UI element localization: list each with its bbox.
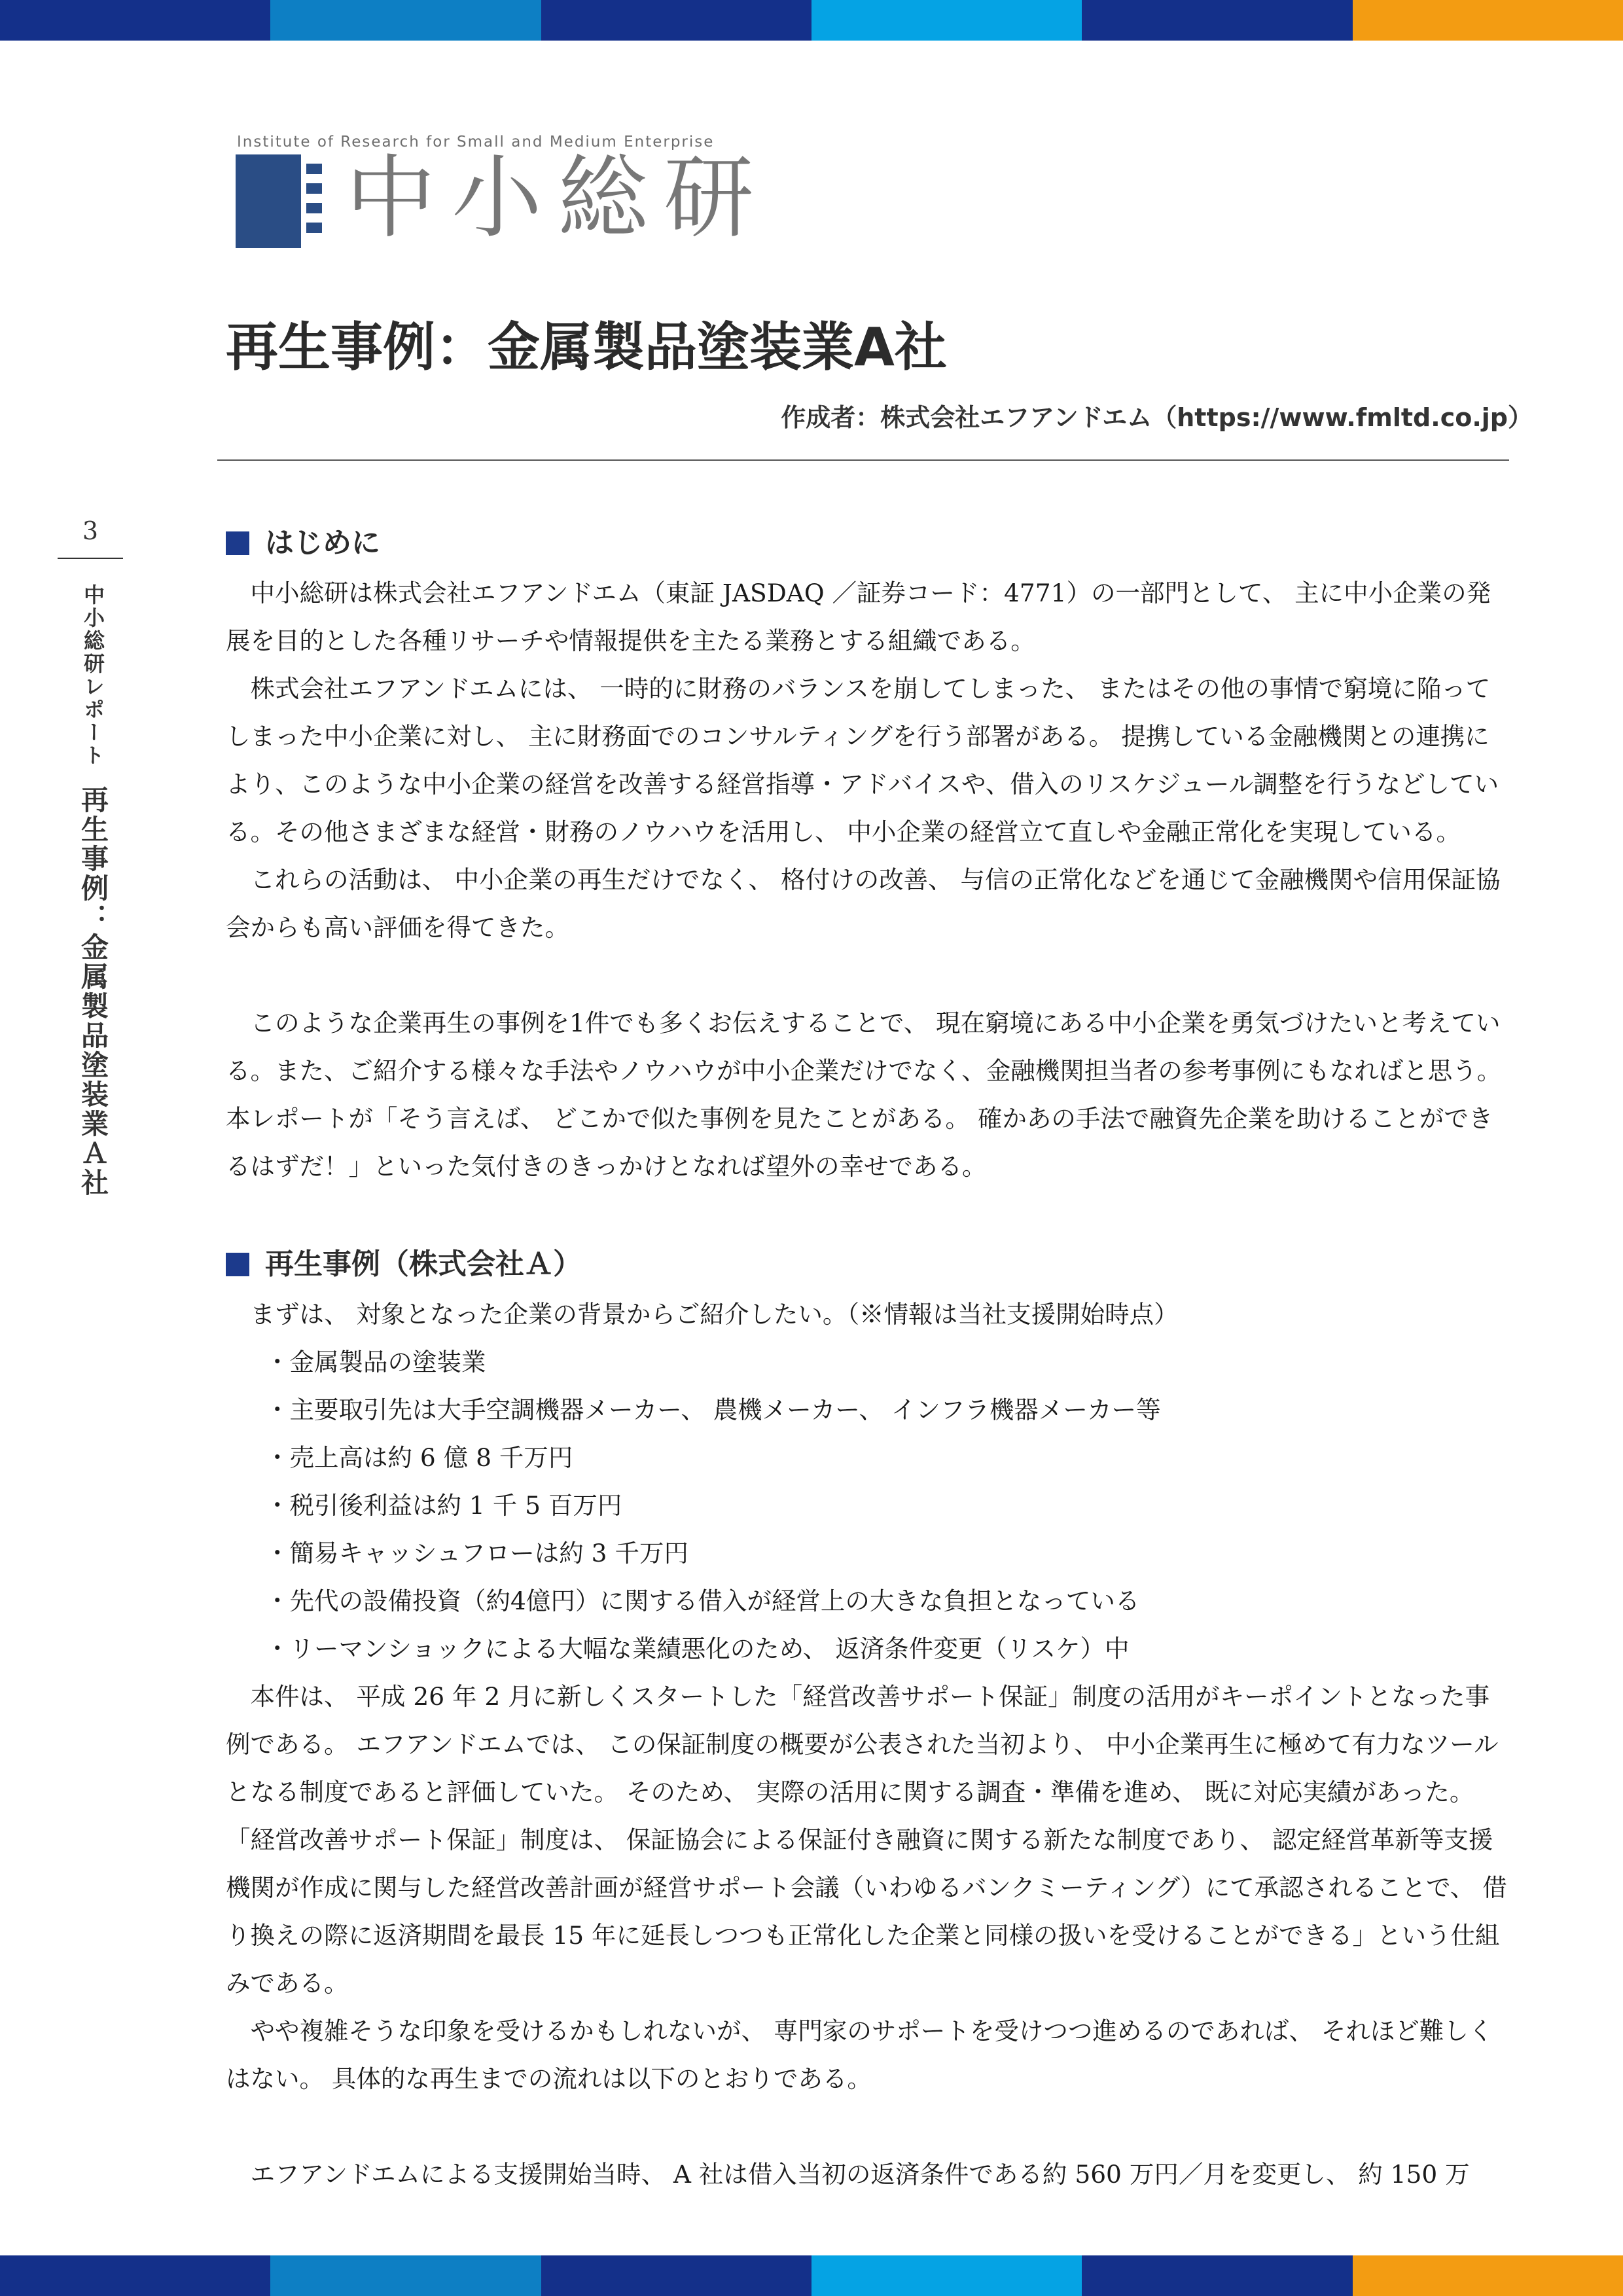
stripe-segment <box>1082 0 1352 41</box>
stripe-segment <box>1353 0 1623 41</box>
stripe-segment <box>270 0 541 41</box>
stripe-segment <box>1082 2255 1352 2296</box>
main-content <box>226 517 1508 2198</box>
logo-mark-icon <box>236 154 327 248</box>
stripe-segment <box>270 2255 541 2296</box>
bottom-color-stripe <box>0 2255 1623 2296</box>
logo <box>234 134 770 251</box>
stripe-segment <box>541 2255 812 2296</box>
top-color-stripe <box>0 0 1623 41</box>
paragraph: まずは、 対象となった企業の背景からご紹介したい。（※情報は当社支援開始時点） <box>250 1300 1179 1329</box>
stripe-segment <box>812 2255 1082 2296</box>
list-item: ・ 先代の設備投資（約4億円）に関する借入が経営上の大きな負担となっている <box>265 1577 1508 1625</box>
logo-tagline: Institute of Research for Small and Medium Enterprise <box>237 134 715 151</box>
heading-square-icon <box>226 531 249 555</box>
author-line: 作成者：株式会社エフアンドエム（https://www.fmltd.co.jp） <box>781 403 1533 432</box>
stripe-segment <box>0 2255 270 2296</box>
logo-name: 中小総研 <box>346 145 770 251</box>
paragraph: このような企業再生の事例を1件でも多くお伝えすることで、 現在窮境にある中小企業を勇気づけたいと考えている。また、ご紹介する様々な手法やノウハウが中小企業だけでなく、金融機関担当者の参考事例にもなればと思う。本レポートが「そう言えば、 どこかで似た事例を見たことがある。 確かあの手法で融資先企業を助けることができるはずだ！」といった気付きのきっかけとなれば望外の幸せである。 <box>226 1009 1502 1181</box>
vertical-running-title <box>73 584 113 1198</box>
paragraph: 本件は、 平成 26 年 2 月に新しくスタートした「経営改善サポート保証」制度の活用がキーポイントとなった事例である。 エフアンドエムでは、 この保証制度の概要が公表された当初より、 中小企業再生に極めて有力なツールとなる制度であると評価していた。 そのため、 実際の活用に関する調査・準備を進め、 既に対応実績があった。 <box>226 1682 1499 1806</box>
stripe-segment <box>0 0 270 41</box>
section-heading-intro <box>226 517 1508 569</box>
list-item: ・ 金属製品の塗装業 <box>265 1338 1508 1386</box>
paragraph: やや複雑そうな印象を受けるかもしれないが、 専門家のサポートを受けつつ進めるのであれば、 それほど難しくはない。 具体的な再生までの流れは以下のとおりである。 <box>226 2017 1493 2093</box>
heading-text: 再生事例（株式会社Ａ） <box>265 1247 582 1281</box>
paragraph: 中小総研は株式会社エフアンドエム（東証 JASDAQ ／証券コード：4771）の一部門として、 主に中小企業の発展を目的とした各種リサーチや情報提供を主たる業務とする組織である。 <box>226 579 1491 655</box>
list-item: ・ 主要取引先は大手空調機器メーカー、 農機メーカー、 インフラ機器メーカー等 <box>265 1386 1508 1434</box>
page-number-divider <box>58 558 123 559</box>
paragraph: これらの活動は、 中小企業の再生だけでなく、 格付けの改善、 与信の正常化などを通じて金融機関や信用保証協会からも高い評価を得てきた。 <box>226 865 1501 942</box>
paragraph: 「経営改善サポート保証」制度は、 保証協会による保証付き融資に関する新たな制度であり、 認定経営革新等支援機関が作成に関与した経営改善計画が経営サポート会議（いわゆるバンクミーティング）にて承認されることで、 借り換えの際に返済期間を最長 15 年に延長しつつも正常化した企業と同様の扱いを受けることができる」という仕組みである。 <box>226 1825 1507 1998</box>
page-number: 3 <box>82 516 99 545</box>
stripe-segment <box>541 0 812 41</box>
section-heading-case <box>226 1238 1508 1291</box>
list-item: ・ 簡易キャッシュフローは約 3 千万円 <box>265 1530 1508 1577</box>
list-item: ・ 売上高は約 6 億 8 千万円 <box>265 1434 1508 1482</box>
list-item: ・ 税引後利益は約 1 千 5 百万円 <box>265 1482 1508 1530</box>
list-item: ・ リーマンショックによる大幅な業績悪化のため、 返済条件変更（リスケ）中 <box>265 1625 1508 1673</box>
paragraph: 株式会社エフアンドエムには、 一時的に財務のバランスを崩してしまった、 またはその他の事情で窮境に陥ってしまった中小企業に対し、 主に財務面でのコンサルティングを行う部署がある。 提携している金融機関との連携により、このような中小企業の経営を改善する経営指導・アドバイスや、借入のリスケジュール調整を行うなどしている。その他さまざまな経営・財務のノウハウを活用し、 中小企業の経営立て直しや金融正常化を実現している。 <box>226 674 1499 846</box>
report-subtitle: 再生事例：金属製品塗装業Ａ社 <box>77 785 109 1198</box>
document-title: 再生事例：金属製品塗装業A社 <box>226 317 947 378</box>
paragraph: エフアンドエムによる支援開始当時、 A 社は借入当初の返済条件である約 560 万円／月を変更し、 約 150 万 <box>250 2160 1470 2189</box>
company-profile-list <box>226 1338 1508 1673</box>
series-name: 中小総研レポート <box>80 584 105 767</box>
stripe-segment <box>1353 2255 1623 2296</box>
stripe-segment <box>812 0 1082 41</box>
title-divider <box>217 459 1509 461</box>
heading-text: はじめに <box>265 526 380 560</box>
heading-square-icon <box>226 1253 249 1276</box>
